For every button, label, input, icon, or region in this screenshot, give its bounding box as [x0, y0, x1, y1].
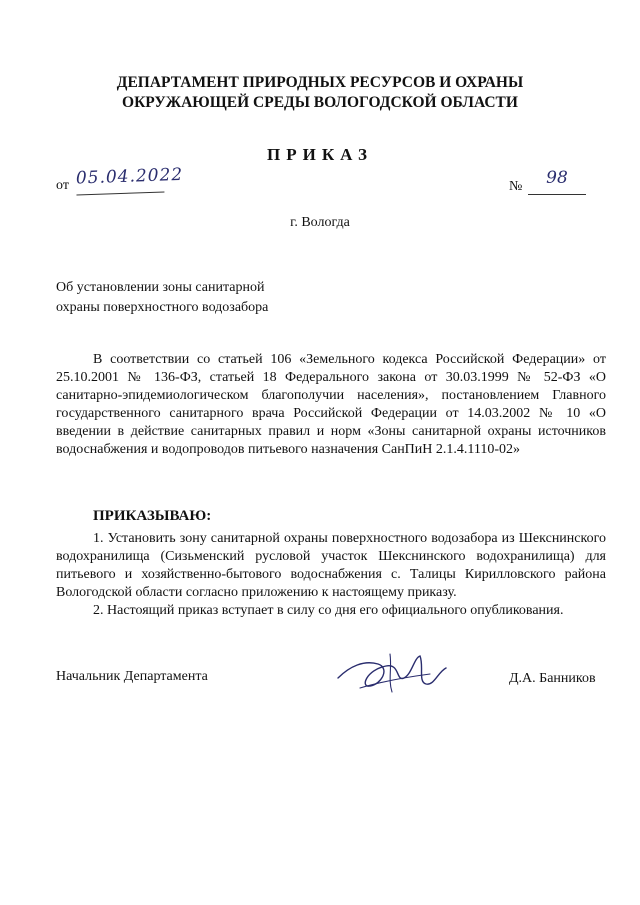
- signatory-name: Д.А. Банников: [509, 671, 596, 686]
- handwritten-signature: [330, 648, 450, 696]
- order-item-2: 2. Настоящий приказ вступает в силу со дня его официального опубликования.: [93, 603, 564, 618]
- preamble-paragraph: В соответствии со статьей 106 «Земельного кодекса Российской Федерации» от 25.10.2001 № 136-ФЗ, статьей 18 Федерального закона от 30.03.1999 № 52-ФЗ «О санитарно-эпидемиологическом благополучии населения», постановлением Главного государственного санитарного врача Российской Федерации от 14.03.2002 № 10 «О введении в действие санитарных правил и норм «Зоны санитарной охраны источников водоснабжения и водопроводов питьевого назначения СанПиН 2.1.4.1110-02»: [56, 352, 606, 457]
- date-value: 05.04.2022: [76, 165, 165, 195]
- order-items: [56, 530, 606, 620]
- department-header: [0, 73, 640, 113]
- subject-line-2: охраны поверхностного водозабора: [56, 300, 269, 315]
- order-word: ПРИКАЗЫВАЮ:: [93, 508, 212, 524]
- document-title: ПРИКАЗ: [267, 145, 373, 164]
- subject: [56, 278, 316, 318]
- number-label: №: [509, 179, 523, 194]
- header-line-1: ДЕПАРТАМЕНТ ПРИРОДНЫХ РЕСУРСОВ И ОХРАНЫ: [116, 74, 524, 91]
- city: г. Вологда: [290, 215, 350, 230]
- subject-line-1: Об установлении зоны санитарной: [56, 280, 265, 295]
- signatory-position: Начальник Департамента: [56, 669, 208, 684]
- date-label: от: [56, 178, 69, 193]
- header-line-2: ОКРУЖАЮЩЕЙ СРЕДЫ ВОЛОГОДСКОЙ ОБЛАСТИ: [122, 94, 518, 111]
- number-value: 98: [528, 168, 586, 195]
- order-item-1: 1. Установить зону санитарной охраны поверхностного водозабора из Шекснинского водохранилища (Сизьменский русловой участок Шекснинского водохранилища) для питьевого и хозяйственно-бытового водоснабжения с. Талицы Кирилловского района Вологодской области согласно приложению к настоящему приказу.: [56, 531, 606, 600]
